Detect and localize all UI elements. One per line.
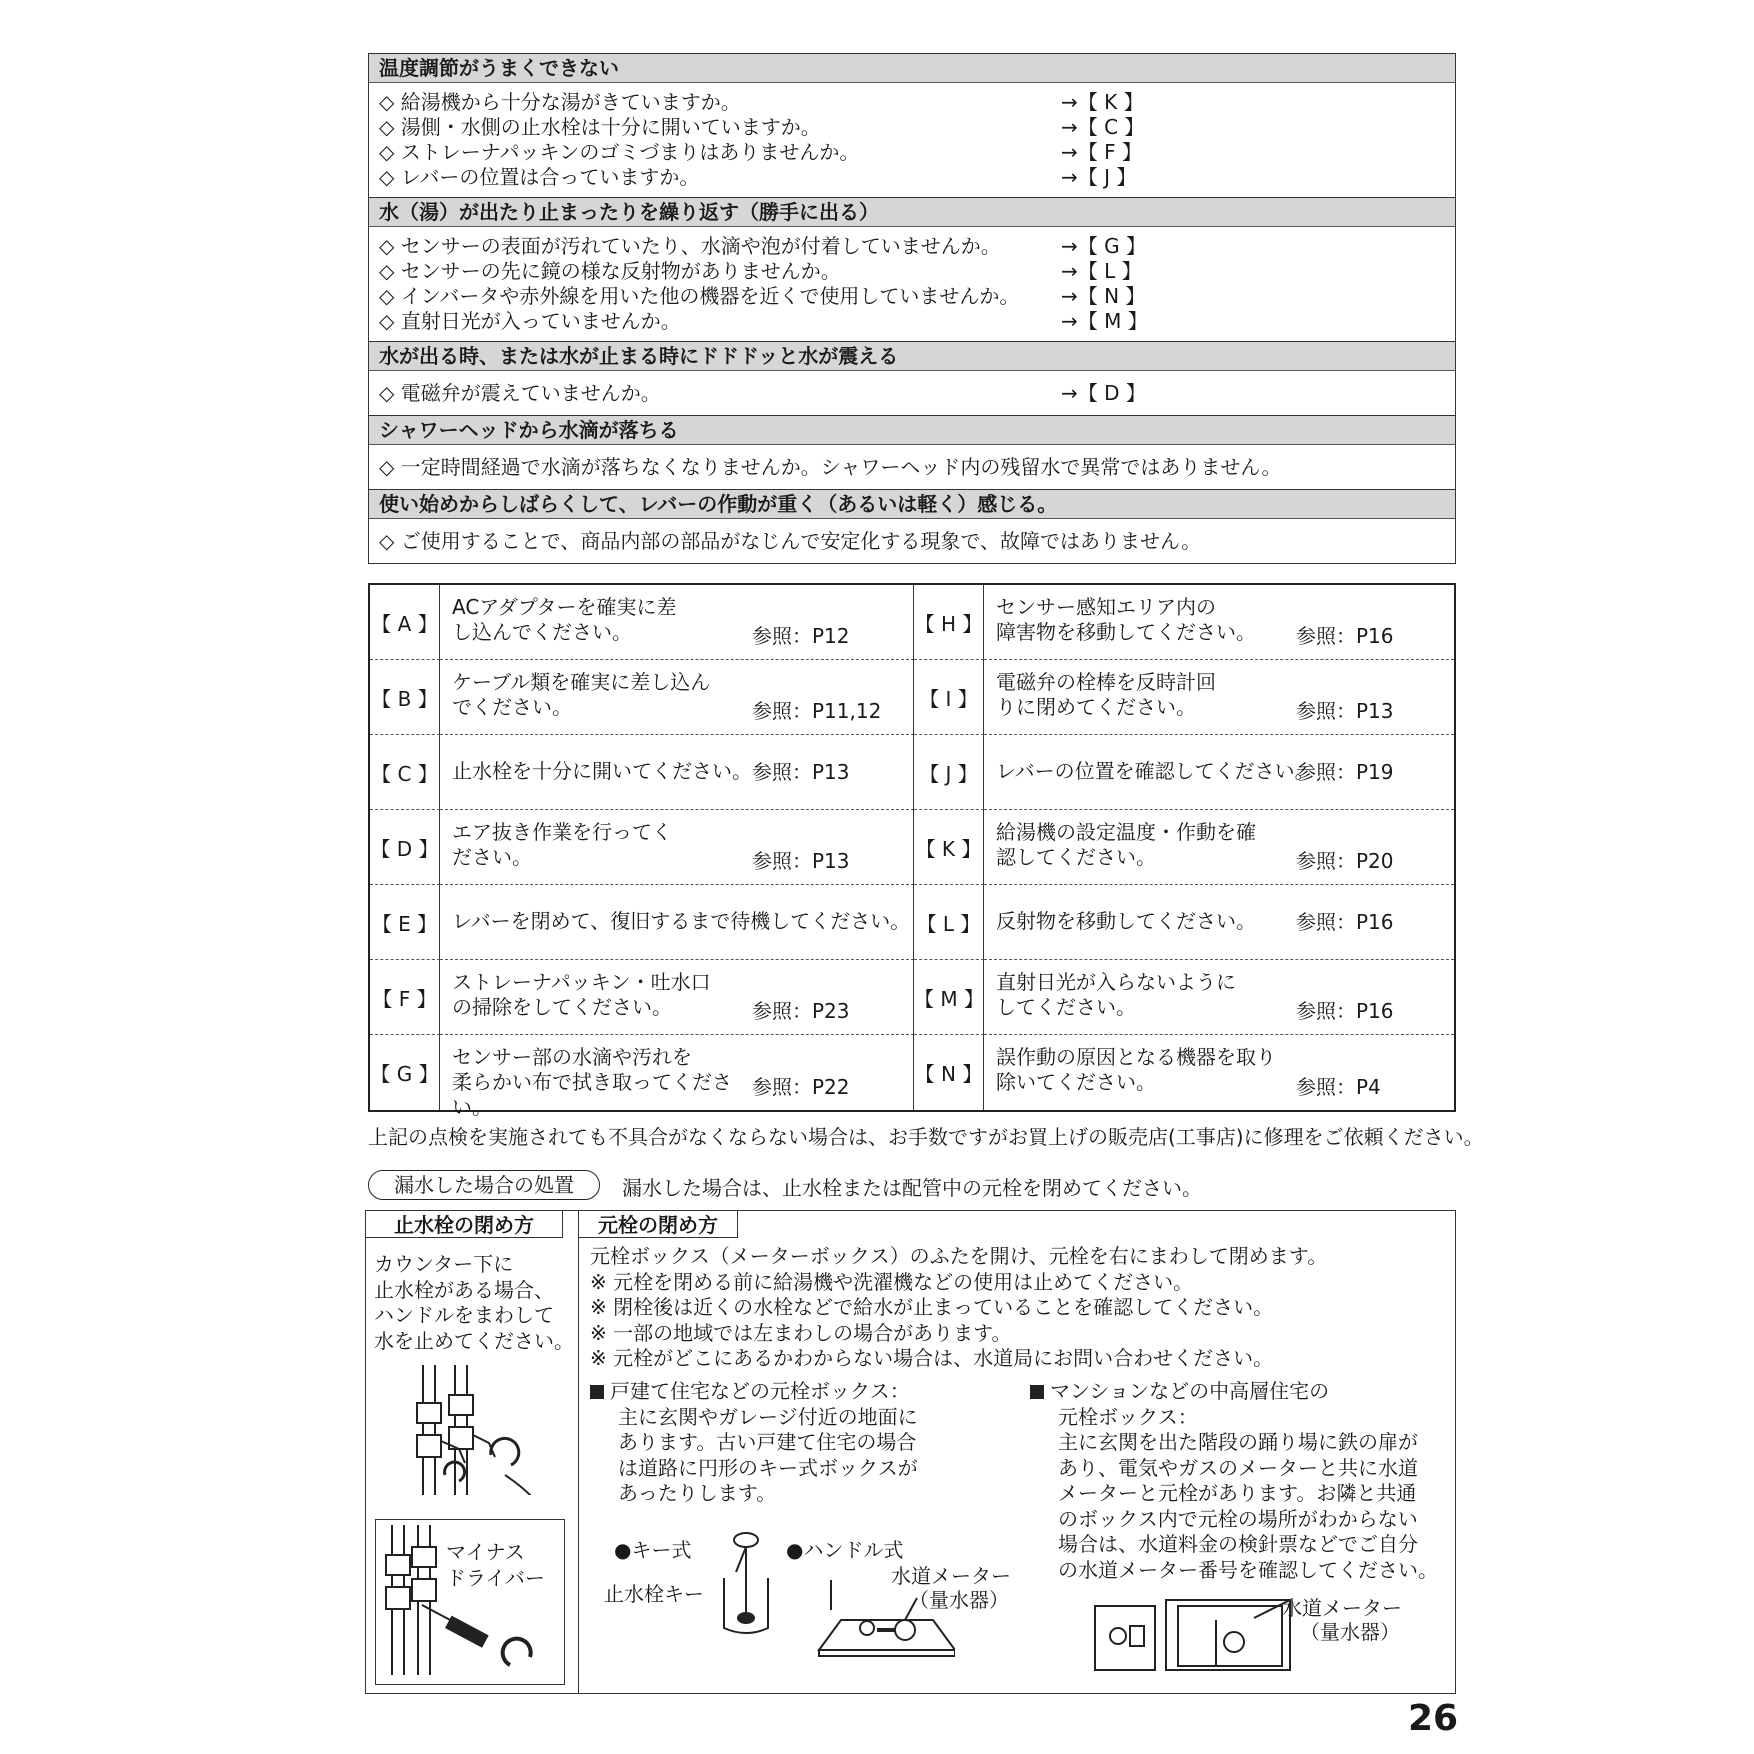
- check-remedy-ref: →【 C 】: [1061, 115, 1145, 139]
- remedy-page-ref: 参照：P20: [1296, 849, 1394, 873]
- stop-valve-instructions: カウンター下に 止水栓がある場合、 ハンドルをまわして 水を止めてください。: [374, 1252, 574, 1353]
- remedy-key: 【 G 】: [370, 1035, 440, 1110]
- remedy-key: 【 N 】: [914, 1035, 984, 1110]
- panel-divider: [578, 1238, 579, 1694]
- remedy-text-cell: [440, 735, 914, 810]
- remedy-page-ref: 参照：P19: [1296, 760, 1394, 784]
- section-checks: [369, 83, 1455, 198]
- remedy-key: 【 F 】: [370, 960, 440, 1035]
- remedy-key: 【 D 】: [370, 810, 440, 885]
- section-heading: 水が出る時、または水が止まる時にドドドッと水が震える: [369, 342, 1455, 371]
- remedy-page-ref: 参照：P16: [1296, 910, 1394, 934]
- remedy-text-cell: [984, 960, 1454, 1035]
- remedy-instruction: センサー感知エリア内の 障害物を移動してください。: [996, 595, 1256, 644]
- leak-instruction: 漏水した場合は、止水栓または配管中の元栓を閉めてください。: [622, 1176, 1202, 1200]
- driver-label: マイナス ドライバー: [446, 1540, 545, 1590]
- check-remedy-ref: →【 G 】: [1061, 234, 1146, 258]
- remedy-table: [368, 583, 1456, 1119]
- remedy-text-cell: [984, 585, 1454, 660]
- meter-box-illustration: [1094, 1596, 1294, 1672]
- check-remedy-ref: [1061, 529, 1181, 554]
- check-remedy-ref: →【 D 】: [1061, 380, 1146, 405]
- page-number: 26: [1408, 1698, 1459, 1739]
- remedy-page-ref: 参照：P13: [752, 849, 850, 873]
- remedy-key: 【 L 】: [914, 885, 984, 960]
- remedy-page-ref: 参照：P16: [1296, 999, 1394, 1023]
- remedy-text-cell: [440, 660, 914, 735]
- remedy-text-cell: [984, 660, 1454, 735]
- check-question: ◇ センサーの先に鏡の様な反射物がありませんか。: [379, 259, 841, 283]
- check-question: ◇ ストレーナパッキンのゴミづまりはありませんか。: [379, 140, 860, 164]
- remedy-text-cell: [440, 810, 914, 885]
- house-box-info: 戸建て住宅などの元栓ボックス： 主に玄関やガレージ付近の地面に あります。古い戸建て住宅の場合 は道路に円形のキー式ボックスが あったりします。: [590, 1379, 918, 1507]
- tab-main-valve: 元栓の閉め方: [578, 1210, 738, 1238]
- check-question: ◇ 直射日光が入っていませんか。: [379, 309, 681, 333]
- remedy-key: 【 A 】: [370, 585, 440, 660]
- key-type-label: ●キー式: [614, 1538, 692, 1562]
- remedy-text-cell: [440, 1035, 914, 1119]
- check-question: ◇ ご使用することで、商品内部の部品がなじんで安定化する現象で、故障ではありません。: [379, 528, 1202, 553]
- square-bullet-icon: [590, 1385, 604, 1399]
- remedy-key: 【 K 】: [914, 810, 984, 885]
- check-question: ◇ 給湯機から十分な湯がきていますか。: [379, 90, 741, 114]
- check-item: [379, 165, 1445, 190]
- check-remedy-ref: [1061, 455, 1181, 480]
- mansion-box-info: マンションなどの中高層住宅の 元栓ボックス： 主に玄関を出た階段の踊り場に鉄の扉が あり、電気やガスのメーターと共に水道 メーターと元栓があります。お隣と共通 のボックス内で元栓の場所がわからない 場合は、水道料金の検針票などでご自分 の水道メーター番号を確認してください。: [1030, 1379, 1438, 1583]
- section-heading: シャワーヘッドから水滴が落ちる: [369, 416, 1455, 445]
- remedy-instruction: 電磁弁の栓棒を反時計回 りに閉めてください。: [996, 670, 1216, 719]
- remedy-text-cell: [984, 1035, 1454, 1110]
- handle-type-label: ●ハンドル式: [786, 1538, 904, 1562]
- remedy-text-cell: [984, 810, 1454, 885]
- section-checks: [369, 519, 1455, 563]
- section-heading: 水（湯）が出たり止まったりを繰り返す（勝手に出る）: [369, 198, 1455, 227]
- remedy-page-ref: 参照：P13: [1296, 699, 1394, 723]
- remedy-instruction: 止水栓を十分に開いてください。: [452, 759, 752, 783]
- check-remedy-ref: →【 M 】: [1061, 309, 1148, 333]
- check-item: [379, 284, 1445, 309]
- check-remedy-ref: →【 N 】: [1061, 284, 1146, 308]
- check-question: ◇ 一定時間経過で水滴が落ちなくなりませんか。シャワーヘッド内の残留水で異常ではありません。: [379, 454, 1282, 479]
- square-bullet-icon: [1030, 1385, 1044, 1399]
- water-meter-label: 水道メーター （量水器）: [891, 1564, 1011, 1612]
- check-question: ◇ インバータや赤外線を用いた他の機器を近くで使用していませんか。: [379, 284, 1020, 308]
- check-item: [379, 528, 1202, 554]
- check-item: [379, 90, 1445, 115]
- remedy-key: 【 M 】: [914, 960, 984, 1035]
- check-item: [379, 454, 1282, 480]
- remedy-key: 【 I 】: [914, 660, 984, 735]
- remedy-instruction: センサー部の水滴や汚れを 柔らかい布で拭き取ってください。: [452, 1045, 732, 1119]
- check-item: [379, 381, 1181, 406]
- repair-note: 上記の点検を実施されても不具合がなくならない場合は、お手数ですがお買上げの販売店(工事店)に修理をご依頼ください。: [368, 1125, 1484, 1149]
- check-item: [379, 115, 1445, 140]
- check-question: ◇ 電磁弁が震えていませんか。: [379, 380, 661, 405]
- check-question: ◇ センサーの表面が汚れていたり、水滴や泡が付着していませんか。: [379, 234, 1001, 258]
- check-question: ◇ 湯側・水側の止水栓は十分に開いていますか。: [379, 115, 821, 139]
- check-item: [379, 234, 1445, 259]
- remedy-instruction: レバーの位置を確認してください。: [996, 759, 1315, 783]
- remedy-instruction: エア抜き作業を行ってく ださい。: [452, 820, 672, 869]
- remedy-text-cell: [984, 735, 1454, 810]
- remedy-text-cell: [984, 885, 1454, 960]
- troubleshooting-table: [368, 53, 1456, 564]
- remedy-instruction: ACアダプターを確実に差 し込んでください。: [452, 595, 677, 644]
- tab-stop-valve: 止水栓の閉め方: [365, 1210, 563, 1238]
- stop-valve-illustration: [405, 1365, 555, 1495]
- remedy-key: 【 E 】: [370, 885, 440, 960]
- section-checks: [369, 227, 1455, 342]
- leak-heading-pill: 漏水した場合の処置: [368, 1170, 600, 1200]
- remedy-key: 【 J 】: [914, 735, 984, 810]
- remedy-page-ref: 参照：P23: [752, 999, 850, 1023]
- check-item: [379, 140, 1445, 165]
- remedy-key: 【 C 】: [370, 735, 440, 810]
- remedy-instruction: 給湯機の設定温度・作動を確 認してください。: [996, 820, 1256, 869]
- check-remedy-ref: →【 J 】: [1061, 165, 1137, 189]
- check-remedy-ref: →【 K 】: [1061, 90, 1144, 114]
- remedy-instruction: 反射物を移動してください。: [996, 909, 1256, 933]
- handle-valve-illustration: [815, 1580, 955, 1660]
- remedy-page-ref: 参照：P22: [752, 1075, 850, 1099]
- section-checks: [369, 371, 1455, 416]
- check-question: ◇ レバーの位置は合っていますか。: [379, 165, 700, 189]
- section-checks: [369, 445, 1455, 490]
- remedy-instruction: ストレーナパッキン・吐水口 の掃除をしてください。: [452, 970, 711, 1019]
- remedy-text-cell: [440, 885, 914, 960]
- check-item: [379, 259, 1445, 284]
- remedy-instruction: レバーを閉めて、復旧するまで待機してください。: [452, 909, 911, 933]
- section-heading: 使い始めからしばらくして、レバーの作動が重く（あるいは軽く）感じる。: [369, 490, 1455, 519]
- remedy-key: 【 H 】: [914, 585, 984, 660]
- check-remedy-ref: →【 L 】: [1061, 259, 1142, 283]
- stop-valve-key-label: 止水栓キー: [604, 1582, 704, 1606]
- remedy-instruction: 直射日光が入らないように してください。: [996, 970, 1236, 1019]
- remedy-page-ref: 参照：P11,12: [752, 699, 882, 723]
- remedy-key: 【 B 】: [370, 660, 440, 735]
- valve-key-illustration: [712, 1528, 774, 1638]
- check-item: [379, 309, 1445, 334]
- remedy-page-ref: 参照：P13: [752, 760, 850, 784]
- remedy-page-ref: 参照：P12: [752, 624, 850, 648]
- water-meter-label-2: 水道メーター （量水器）: [1282, 1596, 1402, 1644]
- remedy-text-cell: [440, 585, 914, 660]
- remedy-text-cell: [440, 960, 914, 1035]
- remedy-page-ref: 参照：P4: [1296, 1075, 1381, 1099]
- main-valve-instructions: 元栓ボックス（メーターボックス）のふたを開け、元栓を右にまわして閉めます。 ※ 元栓を閉める前に給湯機や洗濯機などの使用は止めてください。 ※ 閉栓後は近くの水栓などで給水が止まっていることを確認してください。 ※ 一部の地域では左まわしの場合があります。 ※ 元栓がどこにあるかわからない場合は、水道局にお問い合わせください。: [590, 1244, 1328, 1370]
- remedy-page-ref: 参照：P16: [1296, 624, 1394, 648]
- remedy-instruction: 誤作動の原因となる機器を取り 除いてください。: [996, 1045, 1276, 1094]
- section-heading: 温度調節がうまくできない: [369, 54, 1455, 83]
- remedy-instruction: ケーブル類を確実に差し込ん でください。: [452, 670, 711, 719]
- check-remedy-ref: →【 F 】: [1061, 140, 1142, 164]
